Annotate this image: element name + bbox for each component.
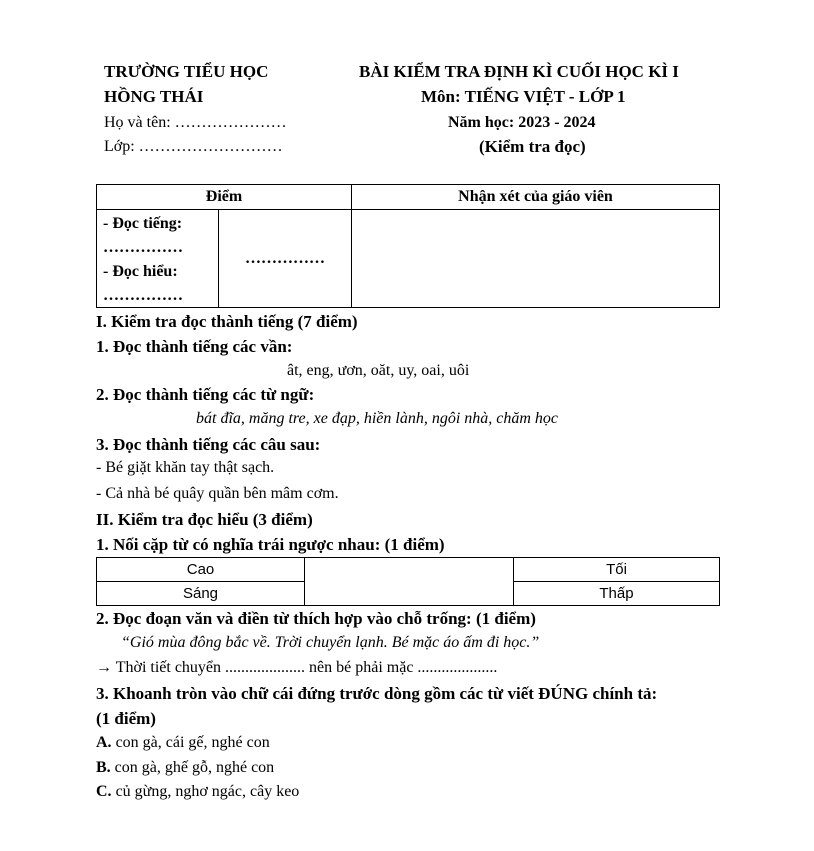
comment-header: Nhận xét của giáo viên — [352, 185, 720, 210]
teacher-comment-cell — [352, 210, 720, 308]
score-breakdown-cell — [97, 210, 219, 308]
option-b[interactable] — [96, 759, 274, 777]
part1-q2-title: 2. Đọc thành tiếng các từ ngữ: — [96, 385, 315, 404]
part2-q2-quote: “Gió mùa đông bắc về. Trời chuyển lạnh. Bé mặc áo ấm đi học.” — [121, 634, 540, 651]
part2-q1-title: 1. Nối cặp từ có nghĩa trái ngược nhau: (1 điểm) — [96, 535, 445, 554]
match-connector-area — [305, 558, 514, 606]
match-right-1: Tối — [514, 558, 720, 582]
part2-q2-title: 2. Đọc đoạn văn và điền từ thích hợp vào chỗ trống: (1 điểm) — [96, 609, 536, 628]
match-left-2: Sáng — [97, 582, 305, 606]
option-b-text: con gà, ghế gỗ, nghé con — [114, 759, 275, 776]
part1-q3-line1: - Bé giặt khăn tay thật sạch. — [96, 459, 275, 476]
reading-comp-label: - Đọc hiểu: — [103, 263, 178, 280]
match-right-2: Thấp — [514, 582, 720, 606]
match-left-1: Cao — [97, 558, 305, 582]
part1-q1-content: ât, eng, ươn, oăt, uy, oai, uôi — [287, 362, 470, 379]
total-score-cell — [219, 210, 352, 308]
option-c-letter: C. — [96, 783, 112, 800]
part1-q3-title: 3. Đọc thành tiếng các câu sau: — [96, 435, 321, 454]
part2-q3-points: (1 điểm) — [96, 709, 156, 728]
part2-heading: II. Kiểm tra đọc hiểu (3 điểm) — [96, 510, 313, 529]
part1-heading: I. Kiểm tra đọc thành tiếng (7 điểm) — [96, 312, 358, 331]
school-name-line1: TRƯỜNG TIỂU HỌC — [104, 62, 269, 81]
reading-comp-dots: …………… — [103, 287, 183, 304]
option-b-letter: B. — [96, 759, 111, 776]
part2-q2-fill: → Thời tiết chuyển .................... nên bé phải mặc .................... — [96, 659, 498, 676]
option-a-text: con gà, cái gế, nghé con — [115, 734, 270, 751]
part1-q2-content: bát đĩa, măng tre, xe đạp, hiền lành, ngôi nhà, chăm học — [196, 410, 559, 427]
part1-q1-title: 1. Đọc thành tiếng các vần: — [96, 337, 293, 356]
class-field: Lớp: ……………………… — [104, 138, 283, 155]
exam-title: BÀI KIỂM TRA ĐỊNH KÌ CUỐI HỌC KÌ I — [359, 62, 679, 81]
option-a[interactable] — [96, 734, 270, 752]
total-score-dots: …………… — [245, 249, 325, 267]
reading-aloud-label: - Đọc tiếng: — [103, 215, 183, 232]
score-header: Điểm — [97, 185, 352, 210]
school-year: Năm học: 2023 - 2024 — [448, 114, 596, 131]
option-c-text: củ gừng, nghơ ngác, cây keo — [115, 783, 300, 800]
school-name-line2: HỒNG THÁI — [104, 87, 204, 106]
part1-q3-line2: - Cả nhà bé quây quần bên mâm cơm. — [96, 485, 339, 502]
option-c[interactable] — [96, 783, 299, 801]
exam-type: (Kiểm tra đọc) — [479, 137, 586, 156]
reading-aloud-dots: …………… — [103, 239, 183, 256]
matching-table — [96, 557, 720, 606]
student-name-field: Họ và tên: ………………… — [104, 114, 287, 131]
score-table — [96, 184, 720, 308]
option-a-letter: A. — [96, 734, 112, 751]
exam-subject: Môn: TIẾNG VIỆT - LỚP 1 — [421, 87, 626, 106]
part2-q3-title: 3. Khoanh tròn vào chữ cái đứng trước dòng gồm các từ viết ĐÚNG chính tả: — [96, 684, 658, 703]
